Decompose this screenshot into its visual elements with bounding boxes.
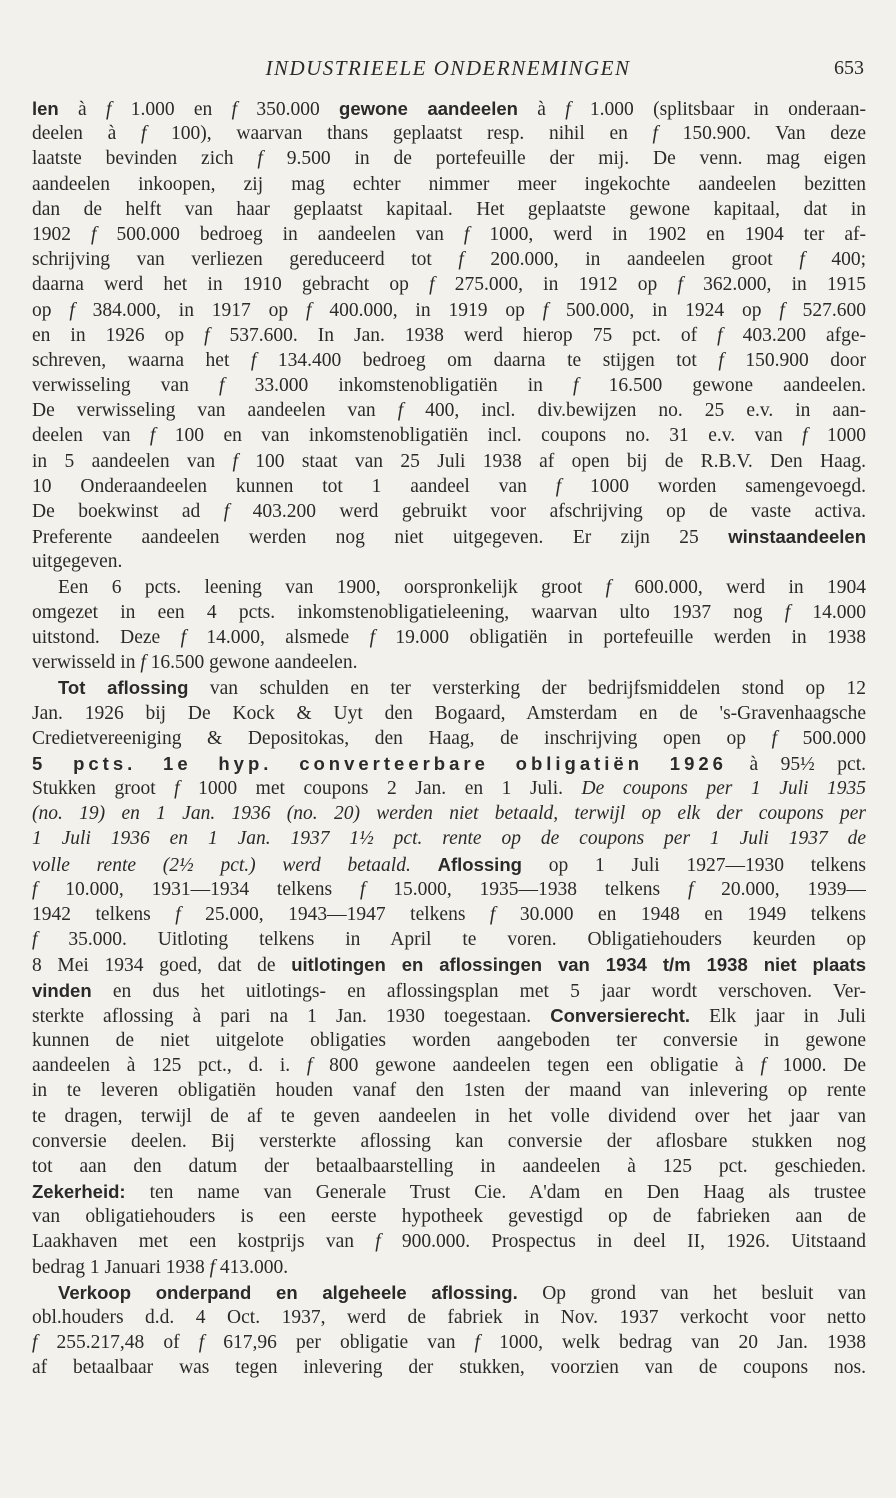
florin-sign: f bbox=[32, 929, 38, 951]
text-run: conversie deelen. Bij versterkte aflossing kan conversie der aflosbare stukken nog bbox=[32, 1130, 866, 1152]
text-run: 500.000 bbox=[777, 727, 866, 749]
bold-run: Verkoop onderpand en algeheele aflossing. bbox=[58, 1281, 518, 1303]
text-run: uitstond. Deze bbox=[32, 626, 181, 648]
florin-sign: f bbox=[106, 99, 112, 120]
florin-sign: f bbox=[149, 425, 156, 447]
text-run: 1000 bbox=[807, 425, 866, 447]
text-run: op 1 Juli 1927—1930 telkens bbox=[521, 854, 866, 876]
text-run: schrijving van verliezen gereduceerd tot bbox=[32, 249, 459, 271]
text-run: 10.000, 1931—1934 telkens bbox=[37, 878, 360, 900]
text-run: deelen van bbox=[32, 425, 150, 447]
text-run: verwisseling van bbox=[32, 375, 220, 397]
florin-sign: f bbox=[802, 425, 808, 447]
text-run: 33.000 inkomstenobligatiën in bbox=[224, 375, 574, 397]
text-run: Jan. 1926 bij De Kock & Uyt den Bogaard, Amsterdam en de 's-Gravenhaagsche bbox=[32, 702, 866, 724]
florin-sign: f bbox=[232, 450, 238, 472]
text-line bbox=[32, 524, 866, 549]
text-run: 150.900 door bbox=[723, 349, 866, 371]
text-run: à bbox=[58, 99, 106, 120]
text-run: De verwisseling van aandeelen van bbox=[32, 400, 398, 422]
florin-sign: f bbox=[306, 299, 312, 321]
text-run: kunnen de niet uitgelote obligaties worden aangeboden ter conversie in gewone bbox=[32, 1029, 866, 1051]
text-line bbox=[32, 449, 866, 474]
bold-run: len bbox=[32, 98, 59, 119]
florin-sign: f bbox=[32, 1332, 38, 1354]
text-run: aandeelen à 125 pct., d. i. bbox=[32, 1055, 307, 1077]
text-line bbox=[32, 298, 866, 323]
text-run: 1.000 (splitsbaar in onderaan- bbox=[570, 99, 866, 120]
florin-sign: f bbox=[306, 1055, 313, 1077]
florin-sign: f bbox=[652, 123, 658, 145]
text-run: 16.500 gewone aandeelen. bbox=[578, 375, 866, 397]
florin-sign: f bbox=[204, 324, 210, 346]
florin-sign: f bbox=[198, 1332, 205, 1354]
florin-sign: f bbox=[717, 324, 723, 346]
text-run: te dragen, terwijl de af te geven aandeelen in het volle dividend over het jaar van bbox=[32, 1105, 866, 1127]
bold-run: Tot aflossing bbox=[58, 677, 189, 699]
text-line bbox=[32, 877, 866, 902]
text-line bbox=[32, 701, 866, 726]
text-line bbox=[32, 121, 866, 146]
florin-sign: f bbox=[760, 1055, 766, 1077]
text-run: 35.000. Uitloting telkens in April te voren. Obligatiehouders keurden op bbox=[37, 929, 866, 951]
text-line bbox=[32, 1179, 866, 1204]
bold-run: Conversierecht. bbox=[550, 1004, 691, 1026]
florin-sign: f bbox=[69, 299, 75, 321]
florin-sign: f bbox=[175, 904, 181, 925]
text-line bbox=[32, 1204, 866, 1229]
text-run: 14.000, alsmede bbox=[186, 626, 370, 648]
florin-sign: f bbox=[542, 299, 549, 321]
running-title: INDUSTRIEELE ONDERNEMINGEN bbox=[265, 56, 631, 80]
text-run: 30.000 en 1948 en 1949 telkens bbox=[495, 904, 866, 925]
text-run: 527.600 bbox=[784, 299, 866, 321]
florin-sign: f bbox=[463, 223, 470, 245]
text-run: van obligatiehouders is een eerste hypotheek gevestigd op de fabrieken aan de bbox=[32, 1206, 866, 1228]
florin-sign: f bbox=[257, 148, 263, 170]
text-line bbox=[32, 1003, 866, 1028]
text-line bbox=[32, 575, 866, 600]
text-run: 20.000, 1939— bbox=[693, 878, 866, 900]
text-line bbox=[32, 751, 866, 776]
text-line bbox=[32, 600, 866, 625]
text-line bbox=[32, 474, 866, 499]
florin-sign: f bbox=[565, 99, 571, 120]
text-line bbox=[32, 272, 866, 297]
florin-sign: f bbox=[359, 878, 366, 900]
text-run: 200.000, in aandeelen groot bbox=[463, 249, 800, 271]
text-line bbox=[32, 927, 866, 952]
florin-sign: f bbox=[231, 99, 238, 120]
florin-sign: f bbox=[91, 223, 97, 245]
text-run: à 95½ pct. bbox=[726, 753, 866, 775]
italic-run: De coupons per 1 Juli 1935 bbox=[581, 778, 866, 800]
text-run: 350.000 bbox=[237, 99, 340, 120]
text-line bbox=[32, 1104, 866, 1129]
text-run: 1000 met coupons 2 Jan. en 1 Juli. bbox=[179, 778, 582, 800]
text-run: 10 Onderaandeelen kunnen tot 1 aandeel van bbox=[32, 475, 556, 497]
text-run: 1000 worden samengevoegd. bbox=[561, 475, 866, 497]
florin-sign: f bbox=[180, 626, 186, 648]
body-text bbox=[32, 96, 866, 1381]
text-run: 100 staat van 25 Juli 1938 af open bij de R.B.V. Den Haag. bbox=[237, 450, 866, 472]
text-line bbox=[32, 1028, 866, 1053]
text-run: 275.000, in 1912 op bbox=[434, 274, 678, 296]
text-line bbox=[32, 902, 866, 927]
text-run: af betaalbaar was tegen inlevering der stukken, voorzien van de coupons nos. bbox=[32, 1357, 866, 1379]
text-line bbox=[32, 776, 866, 801]
text-run: van schulden en ter versterking der bedrijfsmiddelen stond op 12 bbox=[188, 678, 866, 700]
florin-sign: f bbox=[458, 249, 464, 271]
florin-sign: f bbox=[605, 576, 612, 598]
bold-run: 5 pcts. 1e hyp. converteerbare obligatiën 1926 bbox=[32, 752, 727, 774]
florin-sign: f bbox=[32, 878, 38, 900]
florin-sign: f bbox=[474, 1332, 480, 1354]
text-line bbox=[32, 1355, 866, 1380]
italic-run: (no. 19) en 1 Jan. 1936 (no. 20) werden niet betaald, terwijl op elk der coupons per bbox=[32, 803, 866, 825]
text-run: De boekwinst ad bbox=[32, 501, 224, 522]
text-run: 1000. De bbox=[765, 1055, 866, 1077]
text-line bbox=[32, 978, 866, 1003]
text-run: 400.000, in 1919 op bbox=[311, 299, 543, 321]
text-run: 600.000, werd in 1904 bbox=[611, 576, 866, 598]
text-run: sterkte aflossing à pari na 1 Jan. 1930 toegestaan. bbox=[32, 1005, 551, 1027]
text-run: 800 gewone aandeelen tegen een obligatie à bbox=[312, 1055, 761, 1077]
bold-run: winstaandeelen bbox=[728, 526, 866, 548]
text-line bbox=[32, 650, 866, 675]
bold-run: Aflossing bbox=[437, 853, 522, 875]
florin-sign: f bbox=[397, 400, 404, 422]
text-run: dan de helft van haar geplaatst kapitaal. Het geplaatste gewone kapitaal, dat in bbox=[32, 198, 866, 220]
text-run: 403.200 afge- bbox=[722, 324, 866, 346]
text-run: 900.000. Prospectus in deel II, 1926. Uitstaand bbox=[380, 1231, 866, 1253]
text-line bbox=[32, 96, 866, 121]
text-line bbox=[32, 1305, 866, 1330]
text-run bbox=[411, 855, 438, 876]
text-run: obl.houders d.d. 4 Oct. 1937, werd de fabriek in Nov. 1937 verkocht voor netto bbox=[32, 1307, 866, 1328]
text-line bbox=[32, 952, 866, 977]
text-run: 500.000 bedroeg in aandeelen van bbox=[96, 223, 464, 245]
text-run: schreven, waarna het bbox=[32, 349, 251, 371]
text-line bbox=[32, 675, 866, 700]
page-number: 653 bbox=[834, 57, 864, 79]
text-run: à bbox=[517, 99, 566, 120]
text-run: en in 1926 op bbox=[32, 324, 205, 346]
florin-sign: f bbox=[140, 123, 147, 145]
text-line bbox=[32, 1154, 866, 1179]
text-run: en dus het uitlotings- en aflossingsplan met 5 jaar wordt verschoven. Ver- bbox=[91, 980, 866, 1002]
italic-run: volle rente (2½ pct.) werd betaald. bbox=[32, 854, 411, 876]
text-run: 500.000, in 1924 op bbox=[548, 299, 780, 321]
text-run: 9.500 in de portefeuille der mij. De venn. mag eigen bbox=[262, 148, 866, 170]
text-run: 384.000, in 1917 op bbox=[74, 299, 307, 321]
text-run: 537.600. In Jan. 1938 werd hierop 75 pct. of bbox=[209, 324, 718, 346]
bold-run: vinden bbox=[32, 979, 92, 1001]
text-run: op bbox=[32, 299, 70, 321]
text-line bbox=[32, 549, 866, 574]
text-run: Een 6 pcts. leening van 1900, oorspronkelijk groot bbox=[58, 576, 606, 598]
text-run: Laakhaven met een kostprijs van bbox=[32, 1231, 376, 1253]
text-run: 15.000, 1935—1938 telkens bbox=[365, 878, 688, 900]
florin-sign: f bbox=[375, 1231, 381, 1253]
florin-sign: f bbox=[219, 375, 225, 397]
text-line bbox=[32, 1255, 866, 1280]
text-run: 1000, werd in 1902 en 1904 ter af- bbox=[469, 223, 866, 245]
text-line bbox=[32, 1280, 866, 1305]
florin-sign: f bbox=[687, 878, 694, 900]
text-run: 403.200 werd gebruikt voor afschrijving op de vaste activa. bbox=[229, 501, 866, 522]
florin-sign: f bbox=[771, 727, 778, 749]
text-line bbox=[32, 323, 866, 348]
text-run: 617,96 per obligatie van bbox=[204, 1332, 475, 1354]
text-run: 1000, welk bedrag van 20 Jan. 1938 bbox=[479, 1332, 866, 1354]
text-run: 16.500 gewone aandeelen. bbox=[145, 652, 358, 674]
page-header bbox=[32, 56, 864, 86]
text-run: 25.000, 1943—1947 telkens bbox=[180, 904, 490, 925]
bold-run: uitlotingen en aflossingen van 1934 t/m 1938 niet plaats bbox=[291, 954, 866, 976]
text-line bbox=[32, 499, 866, 524]
text-run: ten name van Generale Trust Cie. A'dam en Den Haag als trustee bbox=[125, 1182, 866, 1204]
florin-sign: f bbox=[140, 652, 146, 674]
florin-sign: f bbox=[429, 274, 435, 296]
text-run: 134.400 bedroeg om daarna te stijgen tot bbox=[256, 349, 719, 371]
text-run: bedrag 1 Januari 1938 bbox=[32, 1256, 210, 1278]
text-run: aandeelen inkoopen, zij mag echter nimmer meer ingekochte aandeelen bezitten bbox=[32, 173, 866, 195]
text-line bbox=[32, 423, 866, 448]
florin-sign: f bbox=[573, 375, 579, 397]
bold-run: gewone aandeelen bbox=[339, 98, 518, 119]
text-line bbox=[32, 852, 866, 877]
text-run: Preferente aandeelen werden nog niet uitgegeven. Er zijn 25 bbox=[32, 527, 729, 549]
text-run: tot aan den datum der betaalbaarstelling in aandeelen à 125 pct. geschieden. bbox=[32, 1155, 866, 1177]
text-run: daarna werd het in 1910 gebracht op bbox=[32, 274, 430, 296]
text-line bbox=[32, 1053, 866, 1078]
text-run: deelen à bbox=[32, 123, 141, 145]
text-run: 8 Mei 1934 goed, dat de bbox=[32, 955, 292, 977]
florin-sign: f bbox=[174, 778, 180, 800]
florin-sign: f bbox=[250, 349, 257, 371]
text-line bbox=[32, 222, 866, 247]
text-run: 400; bbox=[804, 249, 866, 271]
text-run: omgezet in een 4 pcts. inkomstenobligatieleening, waarvan ulto 1937 nog bbox=[32, 601, 785, 623]
text-run: Op grond van het besluit van bbox=[517, 1282, 866, 1304]
text-run: 413.000. bbox=[215, 1256, 289, 1278]
florin-sign: f bbox=[489, 904, 496, 925]
florin-sign: f bbox=[779, 299, 785, 321]
text-run: 1902 bbox=[32, 223, 92, 245]
text-line bbox=[32, 625, 866, 650]
text-run: 19.000 obligatiën in portefeuille werden in 1938 bbox=[375, 626, 866, 648]
florin-sign: f bbox=[677, 274, 683, 296]
florin-sign: f bbox=[799, 249, 805, 271]
text-line bbox=[32, 373, 866, 398]
text-line bbox=[32, 197, 866, 222]
text-line bbox=[32, 1129, 866, 1154]
florin-sign: f bbox=[369, 626, 376, 648]
bold-run: Zekerheid: bbox=[32, 1181, 126, 1203]
text-line bbox=[32, 348, 866, 373]
text-run: uitgegeven. bbox=[32, 551, 123, 573]
text-line bbox=[32, 1078, 866, 1103]
text-run: 14.000 bbox=[790, 601, 866, 623]
text-line bbox=[32, 1229, 866, 1254]
text-run: 362.000, in 1915 bbox=[682, 274, 866, 296]
text-line bbox=[32, 826, 866, 851]
florin-sign: f bbox=[718, 349, 724, 371]
text-run: 255.217,48 of bbox=[37, 1332, 199, 1354]
text-line bbox=[32, 398, 866, 423]
text-line bbox=[32, 247, 866, 272]
text-run: Credietvereeniging & Depositokas, den Haag, de inschrijving open op bbox=[32, 727, 772, 749]
text-run: Stukken groot bbox=[32, 778, 175, 800]
florin-sign: f bbox=[209, 1256, 216, 1278]
text-run: 100 en van inkomstenobligatiën incl. coupons no. 31 e.v. van bbox=[155, 425, 803, 447]
florin-sign: f bbox=[784, 601, 791, 623]
florin-sign: f bbox=[223, 501, 230, 522]
italic-run: 1 Juli 1936 en 1 Jan. 1937 1½ pct. rente op de coupons per 1 Juli 1937 de bbox=[32, 828, 866, 850]
text-run: in 5 aandeelen van bbox=[32, 450, 233, 472]
text-run: 1.000 en bbox=[111, 99, 232, 120]
text-run: 400, incl. div.bewijzen no. 25 e.v. in aan- bbox=[403, 400, 866, 422]
text-run: laatste bevinden zich bbox=[32, 148, 258, 170]
text-line bbox=[32, 1330, 866, 1355]
text-run: verwisseld in bbox=[32, 652, 141, 674]
text-run: 150.900. Van deze bbox=[657, 123, 866, 145]
text-run: in te leveren obligatiën houden vanaf den 1sten der maand van inlevering op rente bbox=[32, 1080, 866, 1102]
text-line bbox=[32, 146, 866, 171]
text-line bbox=[32, 801, 866, 826]
text-run: 1942 telkens bbox=[32, 904, 176, 925]
text-line bbox=[32, 172, 866, 197]
florin-sign: f bbox=[555, 475, 562, 497]
text-run: Elk jaar in Juli bbox=[690, 1005, 866, 1027]
text-line bbox=[32, 726, 866, 751]
text-run: 100), waarvan thans geplaatst resp. nihil en bbox=[146, 123, 653, 145]
